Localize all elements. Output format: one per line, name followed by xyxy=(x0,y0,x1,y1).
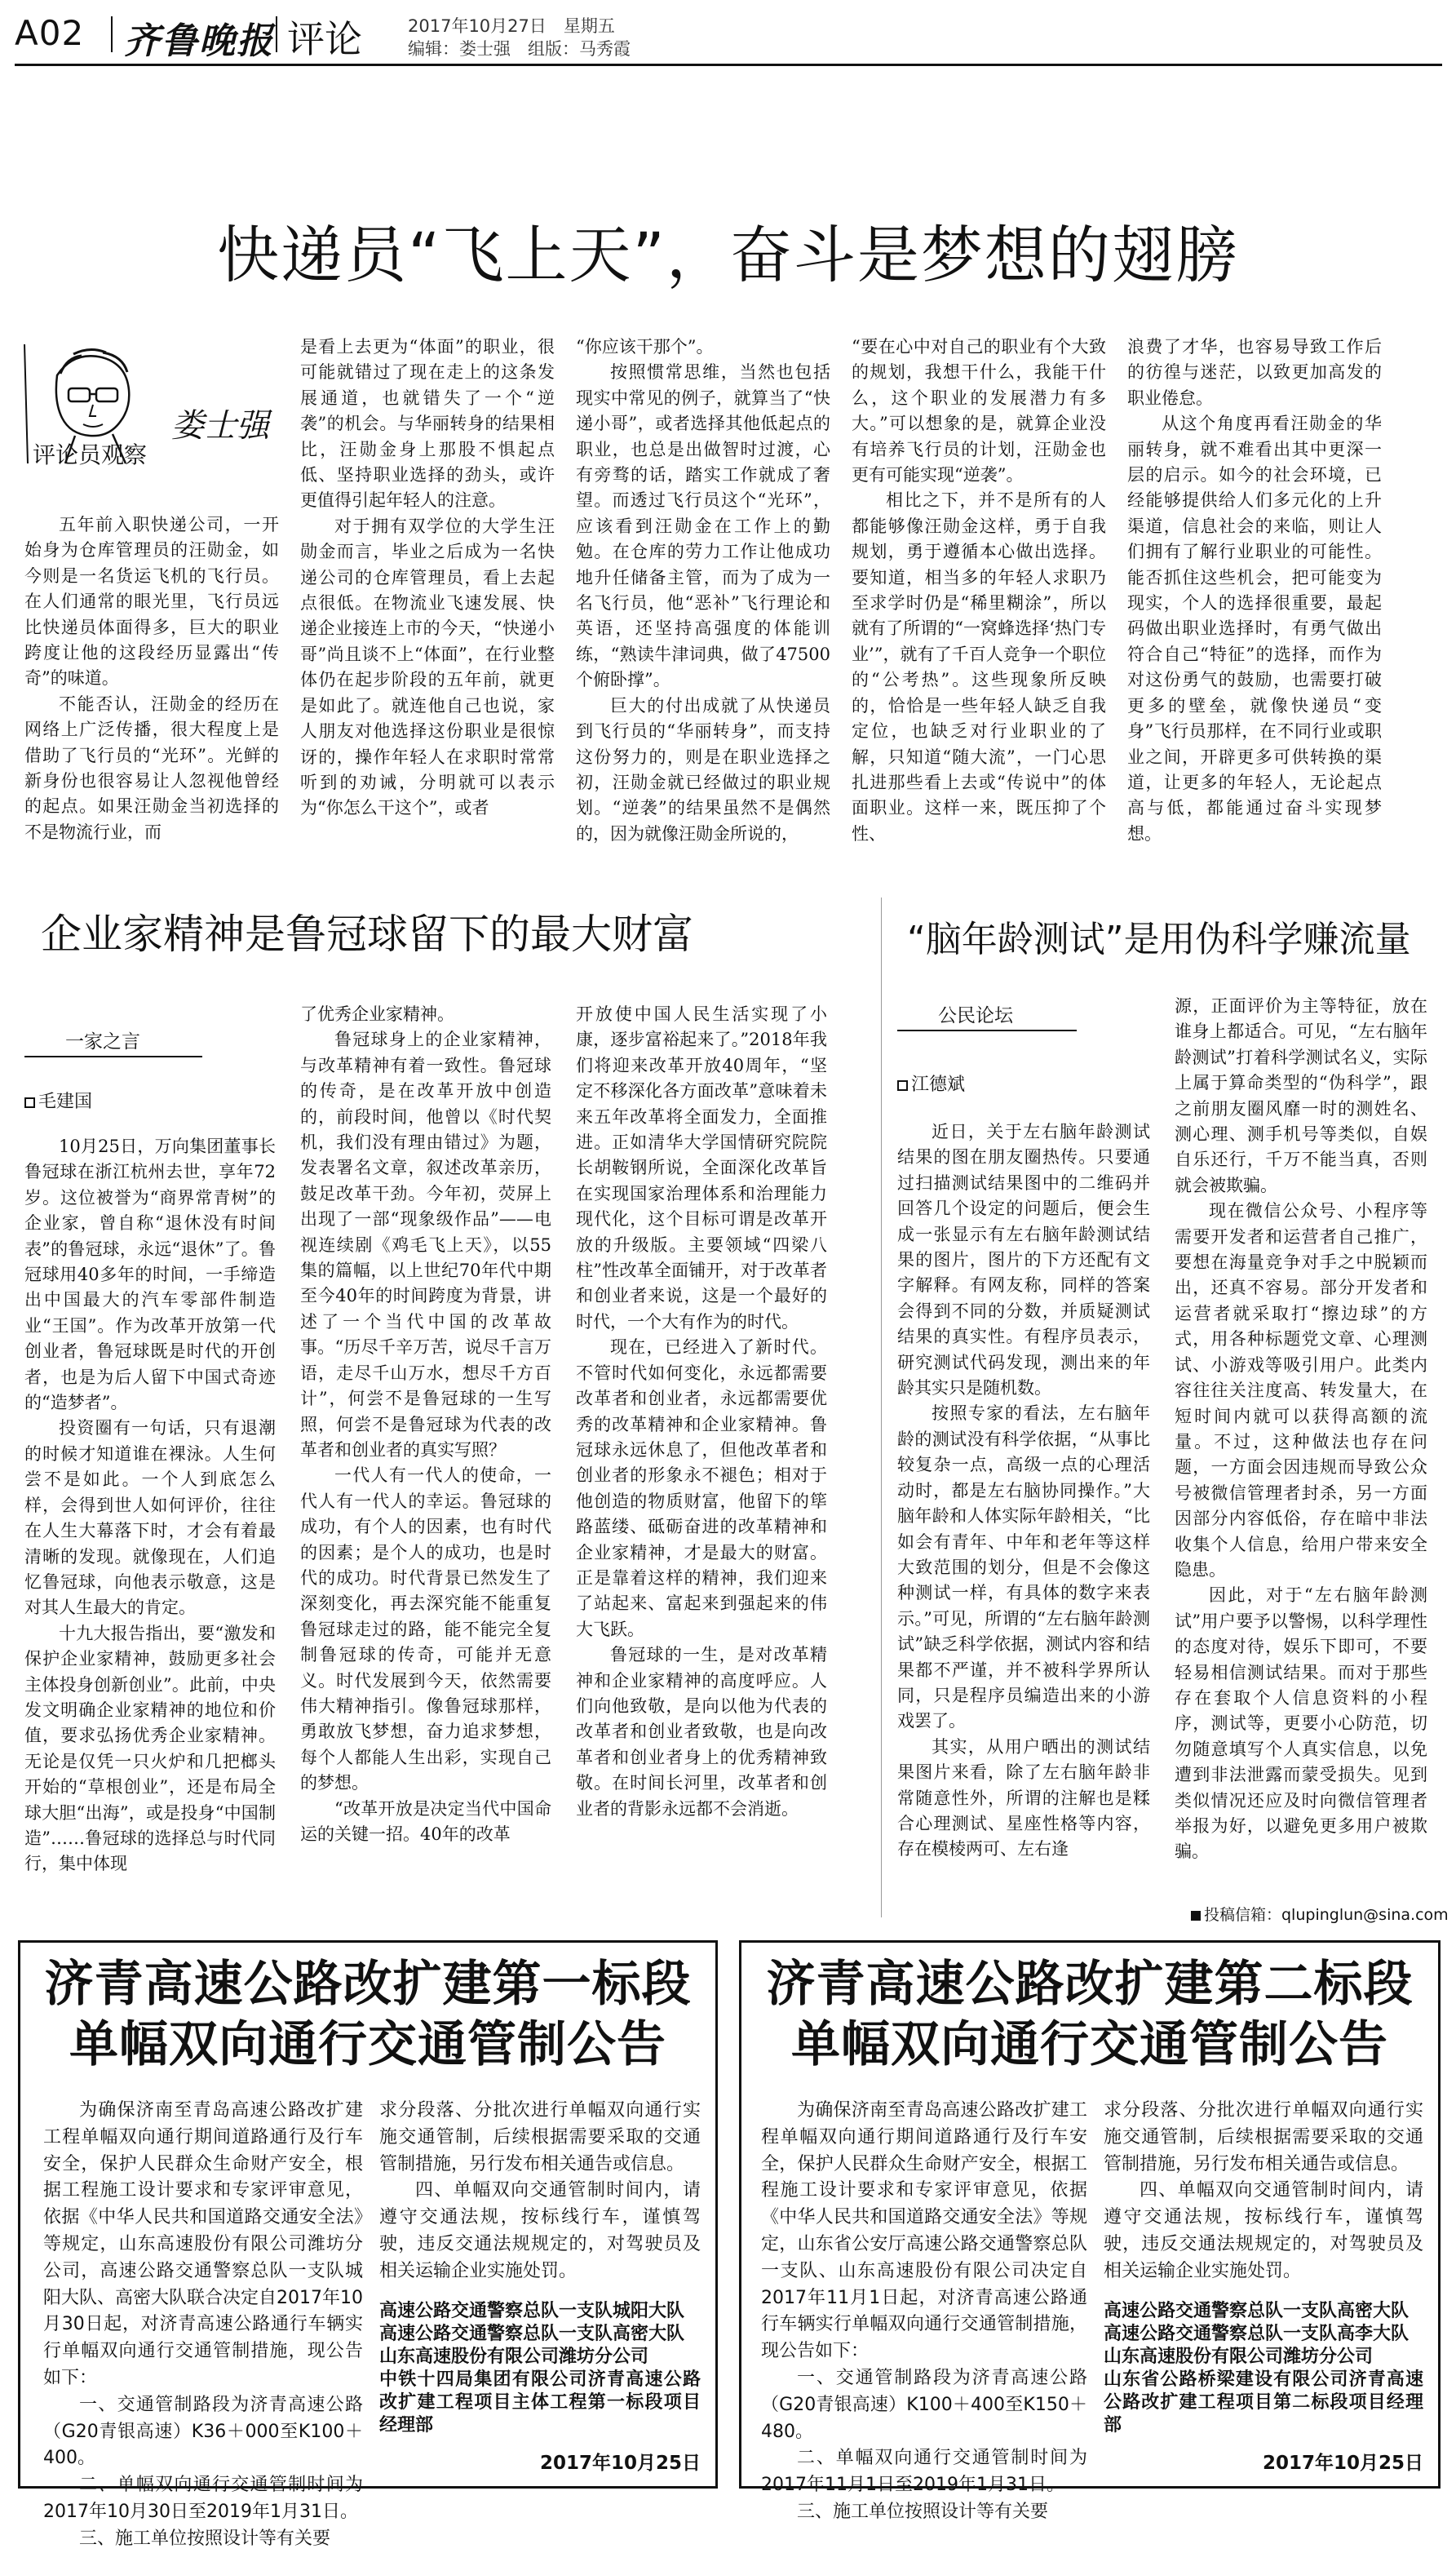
article1-column-5 xyxy=(1127,335,1382,845)
article2-column-3 xyxy=(576,1002,827,1893)
signatory: 高速公路交通警察总队一支队高李大队 xyxy=(1104,2323,1410,2344)
article2-column-1 xyxy=(24,1134,276,1893)
article2-headline: 企业家精神是鲁冠球留下的最大财富 xyxy=(41,911,693,958)
paragraph: 10月25日，万向集团董事长鲁冠球在浙江杭州去世，享年72岁。这位被誉为“商界常青树”的企业家，曾自称“退休没有时间表”的鲁冠球，永远“退休”了。鲁冠球用40多年的时间，一手缔造出中国最大的汽车零部件制造业“王国”。作为改革开放第一代创业者，鲁冠球既是时代的开创者，也是为后人留下中国式奇迹的“造梦者”。 xyxy=(24,1137,276,1413)
article3-headline: “脑年龄测试”是用伪科学赚流量 xyxy=(907,919,1411,960)
notice2-date: 2017年10月25日 xyxy=(1262,2453,1423,2474)
paragraph: “改革开放是决定当代中国命运的关键一招。40年的改革 xyxy=(300,1798,551,1844)
paragraph: 是看上去更为“体面”的职业，很可能就错过了现在走上的这条发展通道，也就错失了一个“逆袭”的机会。与华丽转身的结果相比，汪勋金身上那股不惧起点低、坚持职业选择的劲头，或许更值得引起年轻人的注意。 xyxy=(300,337,555,511)
submission-email xyxy=(1191,1903,1449,1925)
paragraph: 求分段落、分批次进行单幅双向通行实施交通管制，后续根据需要采取的交通管制措施，另行发布相关通告或信息。 xyxy=(379,2100,701,2174)
editor-credits: 编辑：娄士强 组版：马秀霞 xyxy=(408,39,631,59)
columnist-signature: 娄士强 xyxy=(171,407,269,445)
masthead-divider xyxy=(111,16,113,52)
notice2-title-line1: 济青高速公路改扩建第二标段 xyxy=(766,1956,1414,2013)
paragraph: 五年前入职快递公司，一开始身为仓库管理员的汪勋金，如今则是一名货运飞机的飞行员。在人们通常的眼光里，飞行员远比快递员体面得多，巨大的职业跨度让他的这段经历显露出“传奇”的味道。 xyxy=(24,515,279,689)
paragraph: 鲁冠球身上的企业家精神，与改革精神有着一致性。鲁冠球的传奇，是在改革开放中创造的，前段时间，他曾以《时代契机，我们没有理由错过》为题，发表署名文章，叙述改革亲历，鼓足改革干劲。今年初，荧屏上出现了一部“现象级作品”——电视连续剧《鸡毛飞上天》，以55集的篇幅，以上世纪70年代中期至今40年的时间跨度为背景，讲述了一个当代中国的改革故事。“历尽千辛万苦，说尽千言万语，走尽千山万水，想尽千方百计”，何尝不是鲁冠球的一生写照，何尝不是鲁冠球为代表的改革者和创业者的真实写照？ xyxy=(300,1030,551,1460)
signatory: 山东高速股份有限公司潍坊分公司 xyxy=(1104,2346,1374,2367)
paragraph: 二、单幅双向通行交通管制时间为2017年11月1日至2019年1月31日。 xyxy=(761,2448,1087,2496)
paragraph: 一代人有一代人的使命，一代人有一代人的幸运。鲁冠球的成功，有个人的因素，也有时代的因素；是个人的成功，也是时代的成功。时代背景已然发生了深刻变化，再去深究能不能重复鲁冠球走过的路，能不能完全复制鲁冠球的传奇，可能并无意义。时代发展到今天，依然需要伟大精神指引。像鲁冠球那样，勇敢放飞梦想，奋力追求梦想，每个人都能人生出彩，实现自己的梦想。 xyxy=(300,1465,551,1793)
kicker-rule xyxy=(897,1030,1077,1031)
paragraph: 了优秀企业家精神。 xyxy=(300,1004,454,1024)
paragraph: 求分段落、分批次进行单幅双向通行实施交通管制，后续根据需要采取的交通管制措施，另行发布相关通告或信息。 xyxy=(1104,2100,1423,2174)
page-number: A02 xyxy=(15,13,85,53)
masthead-rule xyxy=(15,64,1442,66)
article3-column-1 xyxy=(897,1119,1150,1893)
article1-column-2 xyxy=(300,335,555,845)
article3-column-2 xyxy=(1175,994,1427,1893)
paragraph: 为确保济南至青岛高速公路改扩建工程单幅双向通行期间道路通行及行车安全，保护人民群众生命财产安全，根据工程施工设计要求和专家评审意见，依据《中华人民共和国道路交通安全法》等规定，山东省公安厅高速公路交通警察总队一支队、山东高速股份有限公司决定自2017年11月1日起，对济青高速公路通行车辆实行单幅双向通行交通管制措施，现公告如下： xyxy=(761,2100,1087,2362)
paragraph: 因此，对于“左右脑年龄测试”用户要予以警惕，以科学理性的态度对待，娱乐下即可，不要轻易相信测试结果。而对于那些存在套取个人信息资料的小程序，测试等，更要小心防范，切勿随意填写个人真实信息，以免遭到非法泄露而蒙受损失。见到类似情况还应及时向微信管理者举报为好，以避免更多用户被欺骗。 xyxy=(1175,1585,1427,1862)
paragraph: 投资圈有一句话，只有退潮的时候才知道谁在裸泳。人生何尝不是如此。一个人到底怎么样，会得到世人如何评价，往往在人生大幕落下时，才会有着最清晰的发现。就像现在，人们追忆鲁冠球，向他表示敬意，这是对其人生最大的肯定。 xyxy=(24,1418,276,1618)
paragraph: 鲁冠球的一生，是对改革精神和企业家精神的高度呼应。人们向他致敬，是向以他为代表的改革者和创业者致敬，也是向改革者和创业者身上的优秀精神致敬。在时间长河里，改革者和创业者的背影永远都不会消逝。 xyxy=(576,1645,827,1819)
paragraph: 从这个角度再看汪勋金的华丽转身，就不难看出其中更深一层的启示。如今的社会环境，已经能够提供给人们多元化的上升渠道，信息社会的来临，则让人们拥有了解行业职业的可能性。能否抓住这些机会，把可能变为现实，个人的选择很重要，最起码做出职业选择时，有勇气做出符合自己“特征”的选择，而作为对这份勇气的鼓励，也需要打破更多的壁垒，就像快递员“变身”飞行员那样，在不同行业或职业之间，开辟更多可供转换的渠道，让更多的年轻人，无论起点高与低，都能通过奋斗实现梦想。 xyxy=(1127,414,1382,844)
article2-byline xyxy=(24,1088,92,1113)
paragraph: 近日，关于左右脑年龄测试结果的图在朋友圈热传。只要通过扫描测试结果图中的二维码并回答几个设定的问题后，便会生成一张显示有左右脑年龄测试结果的图片，图片的下方还配有文字解释。有网友称，同样的答案会得到不同的分数，并质疑测试结果的真实性。有程序员表示，研究测试代码发现，测出来的年龄其实只是随机数。 xyxy=(897,1122,1150,1398)
signatory: 中铁十四局集团有限公司济青高速公路改扩建工程项目主体工程第一标段项目经理部 xyxy=(379,2369,701,2436)
article1-kicker: 评论员观察 xyxy=(33,441,148,468)
paragraph: 开放使中国人民生活实现了小康，逐步富裕起来了。”2018年我们将迎来改革开放40周年，“坚定不移深化各方面改革”意味着未来五年改革将全面发力，全面推进。正如清华大学国情研究院院长胡鞍钢所说，全面深化改革旨在实现国家治理体系和治理能力现代化，这个目标可谓是改革开放的升级版。主要领域“四梁八柱”性改革全面铺开，对于改革者和创业者来说，这是一个最好的时代，一个大有作为的时代。 xyxy=(576,1004,827,1332)
article1-column-4 xyxy=(852,335,1106,845)
notice1-column-2 xyxy=(379,2098,701,2481)
article1-headline: 快递员“飞上天”，奋斗是梦想的翅膀 xyxy=(217,219,1239,291)
paragraph: 一、交通管制路段为济青高速公路（G20青银高速）K36＋000至K100＋400。 xyxy=(43,2394,363,2469)
paragraph: 按照专家的看法，左右脑年龄的测试没有科学依据，“从事比较复杂一点，高级一点的心理活动时，都是左右脑协同操作。”大脑年龄和人体实际年龄相关，“比如会有青年、中年和老年等这样大致范围的划分，但是不会像这种测试一样，有具体的数字来表示。”可见，所谓的“左右脑年龄测试”缺乏科学依据，测试内容和结果都不严谨，并不被科学界所认同，只是程序员编造出来的小游戏罢了。 xyxy=(897,1403,1150,1731)
notice1-date: 2017年10月25日 xyxy=(539,2453,701,2474)
signatory: 山东高速股份有限公司潍坊分公司 xyxy=(379,2346,649,2367)
paragraph: 四、单幅双向交通管制时间内，请遵守交通法规，按标线行车，谨慎驾驶，违反交通法规规定的，对驾驶员及相关运输企业实施处罚。 xyxy=(379,2180,701,2281)
paragraph: 对于拥有双学位的大学生汪勋金而言，毕业之后成为一名快递公司的仓库管理员，看上去起点很低。在物流业飞速发展、快递企业接连上市的今天，“快递小哥”尚且谈不上“体面”，在行业整体仍在起步阶段的五年前，就更是如此了。就连他自己也说，家人朋友对他选择这份职业是很惊讶的，操作年轻人在求职时常常听到的劝诫，分明就可以表示为“你怎么干这个”，或者 xyxy=(300,516,555,818)
paragraph: 浪费了才华，也容易导致工作后的彷徨与迷茫，以致更加高发的职业倦怠。 xyxy=(1127,337,1382,408)
article2-kicker: 一家之言 xyxy=(65,1031,140,1053)
signatory: 高速公路交通警察总队一支队高密大队 xyxy=(379,2323,685,2344)
paragraph: 十九大报告指出，要“激发和保护企业家精神，鼓励更多社会主体投身创新创业”。此前，中央发文明确企业家精神的地位和价值，要求弘扬优秀企业家精神。无论是仅凭一只火炉和几把榔头开始的“草根创业”，还是布局全球大胆“出海”，或是投身“中国制造”……鲁冠球的选择总与时代同行，集中体现 xyxy=(24,1623,276,1874)
article2-column-2 xyxy=(300,1002,551,1893)
paragraph: 一、交通管制路段为济青高速公路（G20青银高速）K100＋400至K150＋480。 xyxy=(761,2367,1087,2442)
paragraph: 源，正面评价为主等特征，放在谁身上都适合。可见，“左右脑年龄测试”打着科学测试名义，实际上属于算命类型的“伪科学”，跟之前朋友圈风靡一时的测姓名、测心理、测手机号等类似，自娱自乐还行，千万不能当真，否则就会被欺骗。 xyxy=(1175,996,1427,1195)
article1-column-3 xyxy=(576,335,830,845)
notice1-column-1 xyxy=(43,2098,363,2549)
notice-section-2 xyxy=(739,1940,1441,2522)
paragraph: 相比之下，并不是所有的人都能够像汪勋金这样，勇于自我规划，勇于遵循本心做出选择。要知道，相当多的年轻人求职乃至求学时仍是“稀里糊涂”，所以就有了所谓的“一窝蜂选择‘热门专业’”，就有了千百人竞争一个职位的“公考热”。这些现象所反映的，恰恰是一些年轻人缺乏自我定位，也缺乏对行业职业的了解，只知道“随大流”，一门心思扎进那些看上去或“传说中”的体面职业。这样一来，既压抑了个性、 xyxy=(852,490,1106,844)
newspaper-logo: 齐鲁晚报 xyxy=(124,20,274,62)
paragraph: 现在，已经进入了新时代。不管时代如何变化，永远都需要改革者和创业者，永远都需要优秀的改革精神和企业家精神。鲁冠球永远休息了，但他改革者和创业者的形象永不褪色；相对于他创造的物质财富，他留下的筚路蓝缕、砥砺奋进的改革精神和企业家精神，才是最大的财富。正是靠着这样的精神，我们迎来了站起来、富起来到强起来的伟大飞跃。 xyxy=(576,1337,827,1639)
section-title: 评论 xyxy=(287,17,362,61)
masthead-divider xyxy=(276,16,277,52)
notice2-title-line2: 单幅双向通行交通管制公告 xyxy=(791,2016,1388,2073)
notice-section-1 xyxy=(18,1940,718,2549)
masthead xyxy=(15,8,1442,62)
paragraph: 三、施工单位按照设计等有关要 xyxy=(79,2528,331,2549)
author-name: 江德斌 xyxy=(911,1075,966,1095)
notice2-column-1 xyxy=(761,2098,1087,2522)
kicker-rule xyxy=(24,1056,202,1057)
paragraph: 按照惯常思维，当然也包括现实中常见的例子，就算当了“快递小哥”，或者选择其他低起点的职业，也总是出做智时过渡，心有旁骛的话，踏实工作就成了奢望。而透过飞行员这个“光环”，应该看到汪勋金在工作上的勤勉。在仓库的劳力工作让他成功地升任储备主管，而为了成为一名飞行员，他“恶补”飞行理论和英语，还坚持高强度的体能训练，“熟读牛津词典，做了47500个俯卧撑”。 xyxy=(576,362,830,690)
email-square-icon xyxy=(1191,1911,1201,1921)
paragraph: “要在心中对自己的职业有个大致的规划，我想干什么，我能干什么，这个职业的发展潜力有多大。”可以想象的是，就算企业没有培养飞行员的计划，汪勋金也更有可能实现“逆袭”。 xyxy=(852,337,1106,485)
paragraph: 四、单幅双向交通管制时间内，请遵守交通法规，按标线行车，谨慎驾驶，违反交通法规规定的，对驾驶员及相关运输企业实施处罚。 xyxy=(1104,2180,1423,2281)
byline-square-icon xyxy=(24,1097,35,1108)
notice2-column-2 xyxy=(1104,2098,1423,2481)
paragraph: 现在微信公众号、小程序等需要开发者和运营者自己推广，要想在海量竞争对手之中脱颖而出，还真不容易。部分开发者和运营者就采取打“擦边球”的方式，用各种标题党文章、心理测试、小游戏等吸引用户。此类内容往往关注度高、转发量大，在短时间内就可以获得高额的流量。不过，这种做法也存在问题，一方面会因违规而导致公众号被微信管理者封杀，另一方面因部分内容低俗，存在暗中非法收集个人信息，给用户带来安全隐患。 xyxy=(1175,1201,1427,1580)
article3-kicker: 公民论坛 xyxy=(938,1005,1013,1026)
paragraph: 为确保济南至青岛高速公路改扩建工程单幅双向通行期间道路通行及行车安全，保护人民群众生命财产安全，根据工程施工设计要求和专家评审意见，依据《中华人民共和国道路交通安全法》等规定，山东高速股份有限公司潍坊分公司，高速公路交通警察总队一支队城阳大队、高密大队联合决定自2017年10月30日起，对济青高速公路通行车辆实行单幅双向通行交通管制措施，现公告如下： xyxy=(43,2100,363,2388)
paragraph: “你应该干那个”。 xyxy=(576,337,714,357)
notice1-title-line1: 济青高速公路改扩建第一标段 xyxy=(44,1956,692,2013)
author-name: 毛建国 xyxy=(38,1092,93,1112)
email-text: 投稿信箱：qlupinglun@sina.com xyxy=(1204,1906,1449,1924)
paragraph: 巨大的付出成就了从快递员到飞行员的“华丽转身”，而支持这份努力的，则是在职业选择之初，汪勋金就已经做过的职业规划。“逆袭”的结果虽然不是偶然的，因为就像汪勋金所说的， xyxy=(576,695,830,844)
issue-date: 2017年10月27日 星期五 xyxy=(408,16,615,36)
article1-column-1 xyxy=(24,512,279,845)
article3-byline xyxy=(897,1070,965,1096)
column-divider xyxy=(881,898,882,1917)
paragraph: 三、施工单位按照设计等有关要 xyxy=(797,2501,1049,2522)
paragraph: 二、单幅双向通行交通管制时间为2017年10月30日至2019年1月31日。 xyxy=(43,2475,363,2522)
byline-square-icon xyxy=(897,1080,908,1091)
paragraph: 不能否认，汪勋金的经历在网络上广泛传播，很大程度上是借助了飞行员的“光环”。光鲜的新身份也很容易让人忽视他曾经的起点。如果汪勋金当初选择的不是物流行业，而 xyxy=(24,694,279,842)
paragraph: 其实，从用户晒出的测试结果图片来看，除了左右脑年龄非常随意性外，所谓的注解也是糅合心理测试、星座性格等内容，存在模棱两可、左右逢 xyxy=(897,1736,1150,1859)
signatory: 山东省公路桥梁建设有限公司济青高速公路改扩建工程项目第二标段项目经理部 xyxy=(1104,2369,1423,2436)
notice1-title-line2: 单幅双向通行交通管制公告 xyxy=(69,2016,666,2073)
signatory: 高速公路交通警察总队一支队高密大队 xyxy=(1104,2300,1410,2321)
signatory: 高速公路交通警察总队一支队城阳大队 xyxy=(379,2300,685,2321)
